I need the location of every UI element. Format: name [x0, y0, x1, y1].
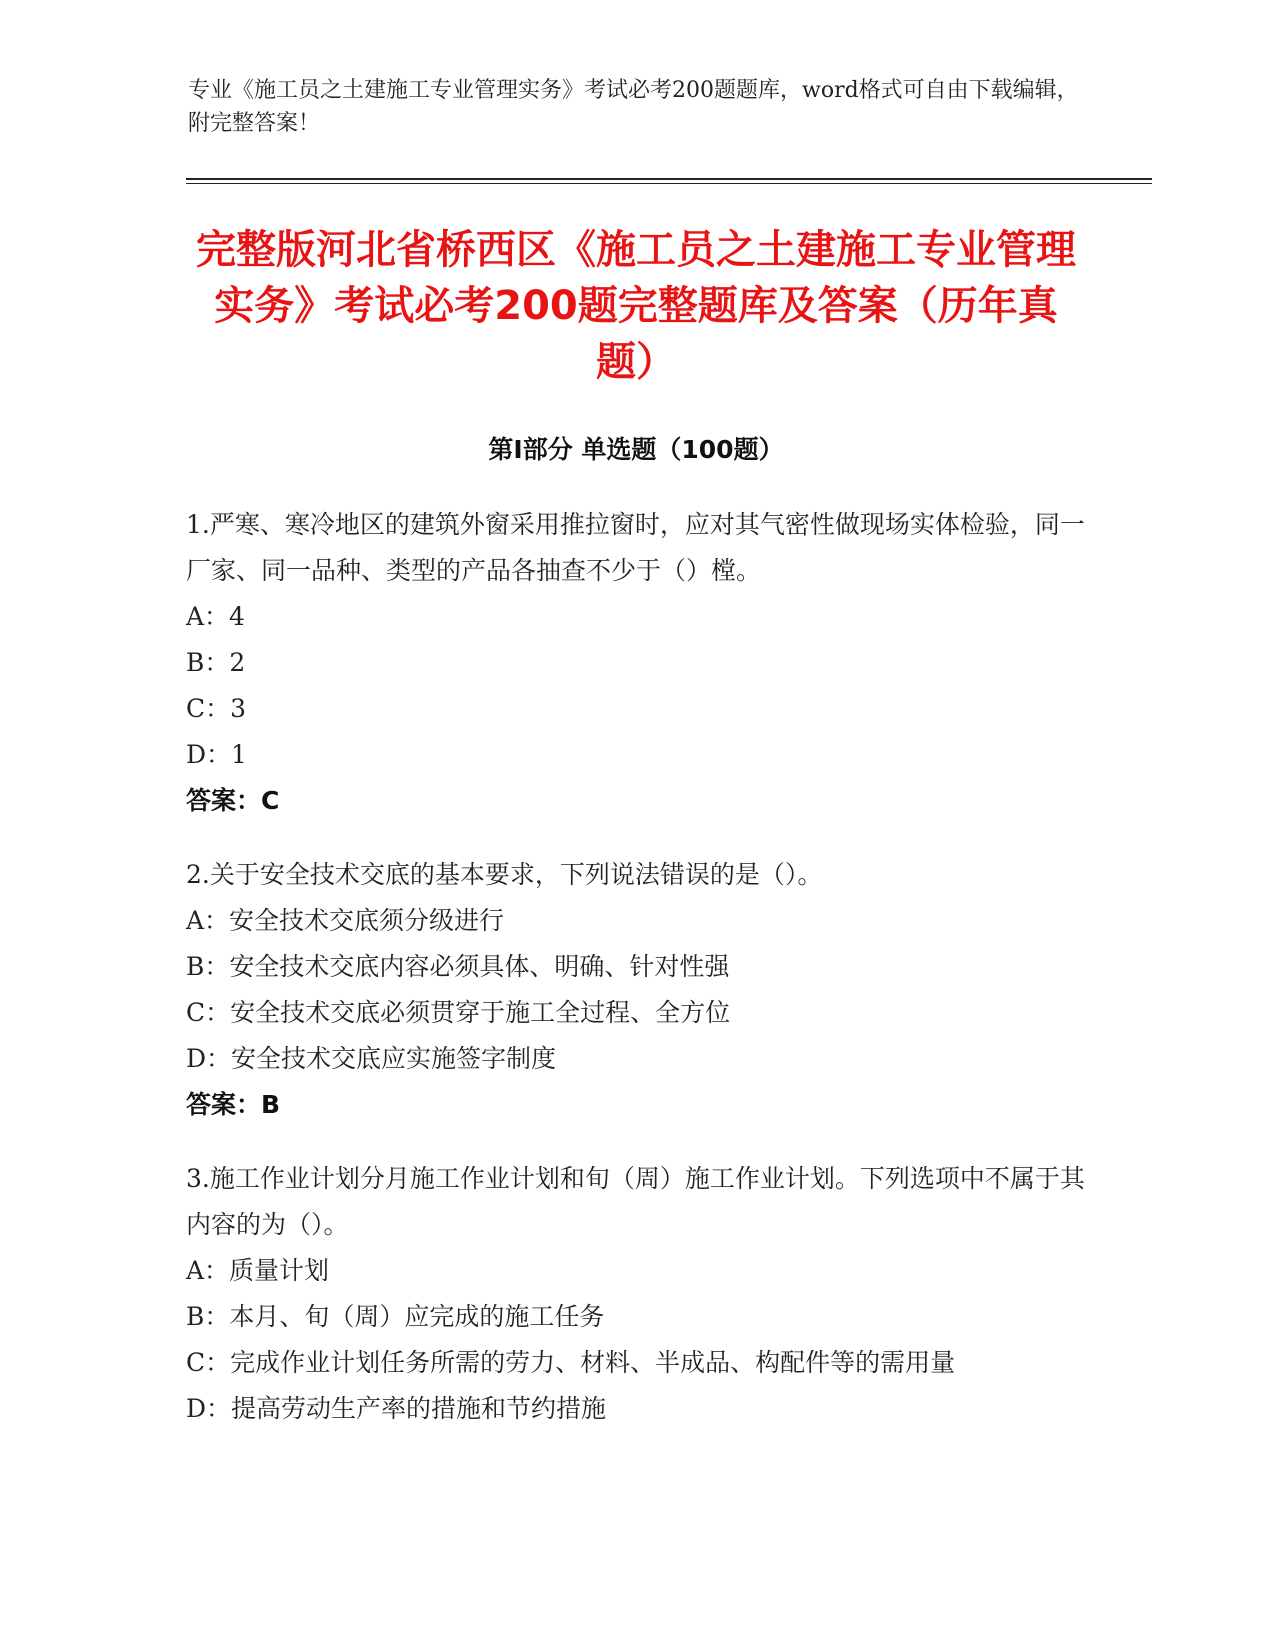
question-3-option-b: B：本月、旬（周）应完成的施工任务 [186, 1302, 605, 1331]
section-heading: 第I部分 单选题（100题） [488, 435, 784, 464]
question-3-option-a: A：质量计划 [186, 1256, 330, 1285]
question-3-option-d: D：提高劳动生产率的措施和节约措施 [186, 1394, 607, 1423]
question-2-option-d: D：安全技术交底应实施签字制度 [186, 1044, 557, 1073]
header-rule-thick [186, 178, 1152, 180]
question-1-option-b: B：2 [186, 648, 246, 677]
question-2-option-a: A：安全技术交底须分级进行 [186, 906, 505, 935]
question-2 [186, 852, 1086, 1128]
question-1 [186, 502, 1086, 824]
question-1-answer: 答案：C [186, 786, 280, 815]
question-2-option-b: B：安全技术交底内容必须具体、明确、针对性强 [186, 952, 730, 981]
header-rule-thin [186, 183, 1152, 184]
document-title: 完整版河北省桥西区《施工员之土建施工专业管理实务》考试必考200题完整题库及答案（历年真题） [196, 227, 1076, 385]
question-1-option-d: D：1 [186, 740, 247, 769]
question-2-option-c: C：安全技术交底必须贯穿于施工全过程、全方位 [186, 998, 731, 1027]
question-1-option-a: A：4 [186, 602, 245, 631]
header-note: 专业《施工员之土建施工专业管理实务》考试必考200题题库，word格式可自由下载编辑，附完整答案！ [188, 78, 1079, 136]
question-2-answer: 答案：B [186, 1090, 281, 1119]
question-3 [186, 1156, 1086, 1432]
question-2-text: 2.关于安全技术交底的基本要求，下列说法错误的是（）。 [186, 860, 823, 889]
question-3-text: 3.施工作业计划分月施工作业计划和旬（周）施工作业计划。下列选项中不属于其内容的为（）。 [186, 1164, 1085, 1239]
question-3-option-c: C：完成作业计划任务所需的劳力、材料、半成品、构配件等的需用量 [186, 1348, 956, 1377]
question-1-option-c: C：3 [186, 694, 247, 723]
question-1-text: 1.严寒、寒冷地区的建筑外窗采用推拉窗时，应对其气密性做现场实体检验，同一厂家、同一品种、类型的产品各抽查不少于（）樘。 [186, 510, 1085, 585]
